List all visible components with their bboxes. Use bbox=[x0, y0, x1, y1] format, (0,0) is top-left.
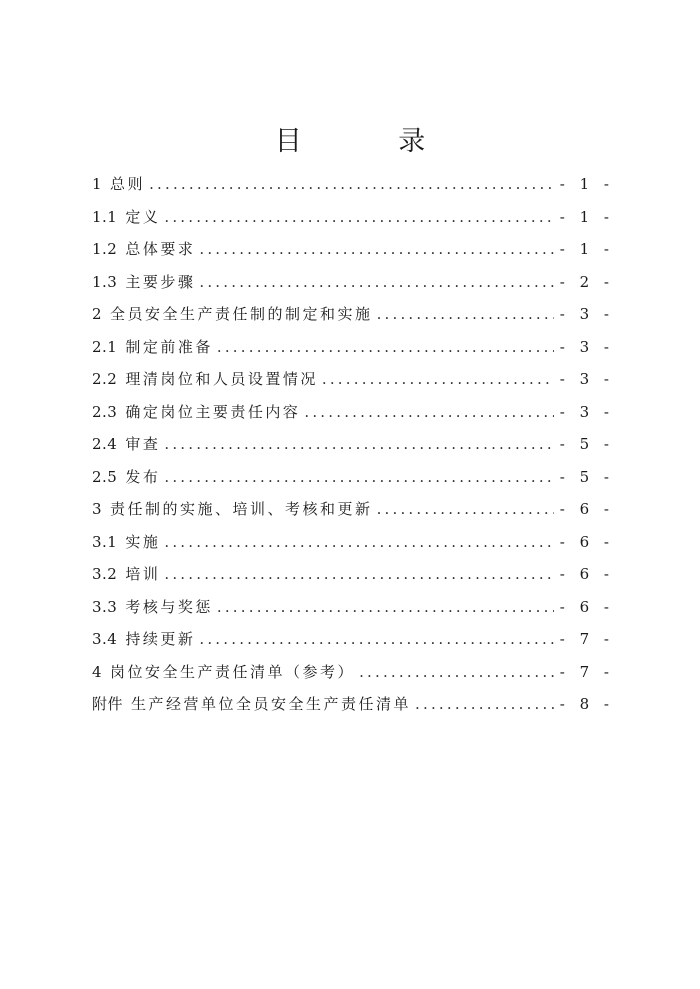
toc-entry-title: 总则 bbox=[110, 175, 146, 193]
toc-entry-title: 考核与奖惩 bbox=[125, 597, 213, 616]
toc-entry-number: 2 bbox=[92, 305, 103, 323]
toc-entry-number: 2.1 bbox=[92, 337, 118, 356]
toc-entry[interactable] bbox=[92, 591, 614, 624]
toc-entry-title: 实施 bbox=[125, 532, 161, 551]
toc-entry-title: 主要步骤 bbox=[125, 272, 196, 291]
toc-entry-number: 3.4 bbox=[92, 630, 118, 648]
toc-entry-number: 4 bbox=[92, 662, 103, 681]
toc-entry[interactable] bbox=[92, 363, 614, 396]
toc-dot-leader bbox=[195, 266, 553, 299]
toc-entry-title: 发布 bbox=[125, 467, 161, 486]
toc-entry-page: - 6 - bbox=[559, 565, 614, 583]
toc-entry-page: - 2 - bbox=[559, 272, 614, 291]
toc-entry-title: 审查 bbox=[125, 435, 161, 453]
toc-entry-number: 2.5 bbox=[92, 467, 118, 486]
toc-dot-leader bbox=[355, 656, 554, 689]
toc-entry-title: 持续更新 bbox=[125, 630, 196, 648]
toc-entry[interactable] bbox=[92, 558, 614, 591]
toc-entry-number: 1.3 bbox=[92, 272, 118, 291]
toc-dot-leader bbox=[300, 396, 553, 429]
toc-entry-number: 2.3 bbox=[92, 402, 118, 421]
toc-entry-number: 3 bbox=[92, 500, 103, 518]
toc-entry-title: 总体要求 bbox=[125, 240, 196, 258]
toc-dot-leader bbox=[373, 493, 554, 526]
toc-dot-leader bbox=[213, 331, 554, 364]
toc-entry-number: 2.2 bbox=[92, 370, 118, 388]
toc-entry-page: - 8 - bbox=[559, 695, 614, 713]
toc-entry[interactable] bbox=[92, 168, 614, 201]
toc-entry-page: - 6 - bbox=[559, 597, 614, 616]
toc-entry-page: - 1 - bbox=[559, 207, 614, 226]
toc-entry-number: 1.1 bbox=[92, 207, 118, 226]
toc-entry-title: 制定前准备 bbox=[125, 337, 213, 356]
toc-dot-leader bbox=[195, 233, 553, 266]
toc-entry[interactable] bbox=[92, 428, 614, 461]
toc-entry-number: 3.1 bbox=[92, 532, 118, 551]
toc-entry-page: - 3 - bbox=[559, 402, 614, 421]
toc-entry-title: 定义 bbox=[125, 207, 161, 226]
toc-entry-page: - 6 - bbox=[559, 500, 614, 518]
toc-entry-page: - 5 - bbox=[559, 435, 614, 453]
toc-entry[interactable] bbox=[92, 396, 614, 429]
toc-entry-page: - 7 - bbox=[559, 630, 614, 648]
toc-dot-leader bbox=[160, 526, 553, 559]
toc-dot-leader bbox=[195, 623, 553, 656]
toc-title: 目 录 bbox=[274, 126, 470, 157]
toc-dot-leader bbox=[145, 168, 554, 201]
toc-entry[interactable] bbox=[92, 201, 614, 234]
toc-entry-title: 责任制的实施、培训、考核和更新 bbox=[110, 500, 373, 518]
toc-dot-leader bbox=[160, 461, 553, 494]
toc-entry-title: 全员安全生产责任制的制定和实施 bbox=[110, 305, 373, 323]
toc-dot-leader bbox=[160, 558, 553, 591]
toc-entry-number: 附件 bbox=[92, 695, 124, 713]
toc-entry-number: 3.3 bbox=[92, 597, 118, 616]
toc-entry-title: 生产经营单位全员安全生产责任清单 bbox=[131, 695, 412, 713]
toc-entry-page: - 7 - bbox=[559, 662, 614, 681]
toc-entry-page: - 3 - bbox=[559, 337, 614, 356]
toc-dot-leader bbox=[213, 591, 554, 624]
toc-entry-number: 1 bbox=[92, 175, 103, 193]
toc-entry-number: 2.4 bbox=[92, 435, 118, 453]
toc-entry-title: 培训 bbox=[125, 565, 161, 583]
toc-entry[interactable] bbox=[92, 493, 614, 526]
toc-dot-leader bbox=[411, 688, 554, 721]
toc-entry-page: - 1 - bbox=[559, 240, 614, 258]
toc-entry-page: - 3 - bbox=[559, 370, 614, 388]
toc-entry-page: - 1 - bbox=[559, 175, 614, 193]
toc-entry[interactable] bbox=[92, 656, 614, 689]
toc-entry-page: - 5 - bbox=[559, 467, 614, 486]
toc-entry[interactable] bbox=[92, 266, 614, 299]
toc-entry[interactable] bbox=[92, 331, 614, 364]
toc-entry-page: - 6 - bbox=[559, 532, 614, 551]
toc-entry-title: 岗位安全生产责任清单（参考） bbox=[110, 662, 356, 681]
toc-entry-number: 3.2 bbox=[92, 565, 118, 583]
toc-entry-title: 理清岗位和人员设置情况 bbox=[125, 370, 318, 388]
toc-dot-leader bbox=[318, 363, 554, 396]
toc-dot-leader bbox=[373, 298, 554, 331]
toc-dot-leader bbox=[160, 201, 553, 234]
toc-dot-leader bbox=[160, 428, 553, 461]
toc-entry-number: 1.2 bbox=[92, 240, 118, 258]
toc-entry[interactable] bbox=[92, 688, 614, 721]
toc-list bbox=[92, 168, 614, 721]
toc-entry[interactable] bbox=[92, 298, 614, 331]
toc-entry-title: 确定岗位主要责任内容 bbox=[125, 402, 301, 421]
toc-entry[interactable] bbox=[92, 623, 614, 656]
toc-entry[interactable] bbox=[92, 233, 614, 266]
toc-entry-page: - 3 - bbox=[559, 305, 614, 323]
toc-entry[interactable] bbox=[92, 461, 614, 494]
toc-entry[interactable] bbox=[92, 526, 614, 559]
